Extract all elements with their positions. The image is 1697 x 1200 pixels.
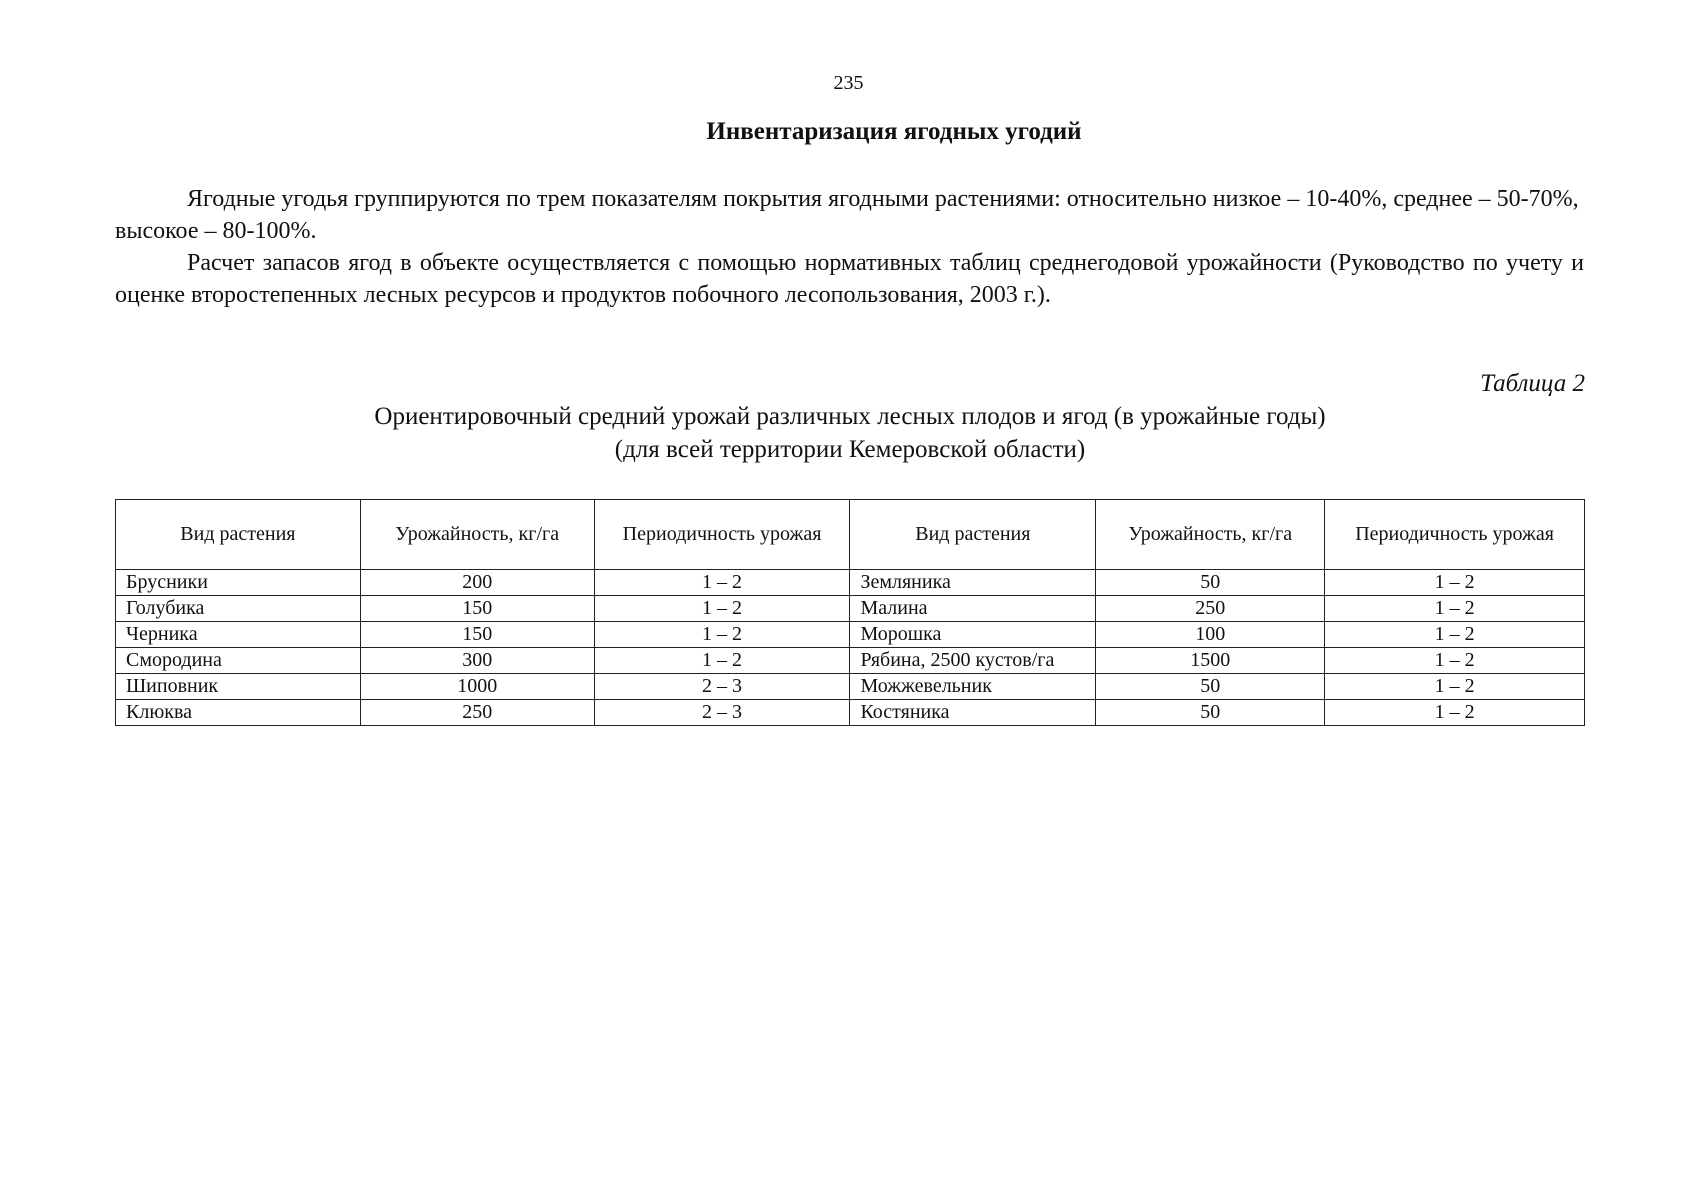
plant-name: Морошка — [850, 622, 1096, 648]
periodicity-value: 1 – 2 — [594, 570, 850, 596]
periodicity-value: 1 – 2 — [1325, 674, 1585, 700]
table-title-line-1: Ориентировочный средний урожай различных лесных плодов и ягод (в урожайные годы) — [374, 403, 1326, 430]
periodicity-value: 1 – 2 — [1325, 570, 1585, 596]
header-periodicity-right: Периодичность урожая — [1325, 500, 1585, 570]
table-title — [0, 400, 1697, 466]
table-row — [116, 622, 1585, 648]
periodicity-value: 1 – 2 — [1325, 622, 1585, 648]
yield-value: 150 — [360, 596, 594, 622]
yield-value: 50 — [1096, 570, 1325, 596]
table-title-line-2: (для всей территории Кемеровской области) — [614, 436, 1086, 463]
yield-value: 250 — [1096, 596, 1325, 622]
table-row — [116, 570, 1585, 596]
yield-value: 1000 — [360, 674, 594, 700]
table-row — [116, 648, 1585, 674]
yield-value: 1500 — [1096, 648, 1325, 674]
plant-name: Брусники — [116, 570, 361, 596]
yield-table — [115, 499, 1585, 726]
periodicity-value: 2 – 3 — [594, 674, 850, 700]
yield-value: 50 — [1096, 674, 1325, 700]
header-yield-right: Урожайность, кг/га — [1096, 500, 1325, 570]
plant-name: Костяника — [850, 700, 1096, 726]
section-heading: Инвентаризация ягодных угодий — [706, 118, 1082, 145]
header-plant-right: Вид растения — [850, 500, 1096, 570]
header-yield-left: Урожайность, кг/га — [360, 500, 594, 570]
periodicity-value: 1 – 2 — [594, 622, 850, 648]
plant-name: Голубика — [116, 596, 361, 622]
table-row — [116, 596, 1585, 622]
plant-name: Малина — [850, 596, 1096, 622]
plant-name: Черника — [116, 622, 361, 648]
paragraph-calculation-text: Расчет запасов ягод в объекте осуществляется с помощью нормативных таблиц среднегодовой урожайности (Руководство по учету и оценке второстепенных лесных ресурсов и продуктов побочного лесопользования, 2003 г.). — [115, 250, 1584, 308]
paragraph-coverage-text: Ягодные угодья группируются по трем показателям покрытия ягодными растениями: относительно низкое – 10-40%, среднее – 50-70%, высокое – 80-100%. — [115, 186, 1579, 244]
periodicity-value: 2 – 3 — [594, 700, 850, 726]
header-plant-left: Вид растения — [116, 500, 361, 570]
yield-value: 200 — [360, 570, 594, 596]
periodicity-value: 1 – 2 — [1325, 700, 1585, 726]
table-header-row — [116, 500, 1585, 570]
plant-name: Можжевельник — [850, 674, 1096, 700]
table-label: Таблица 2 — [1480, 370, 1585, 397]
plant-name: Шиповник — [116, 674, 361, 700]
yield-value: 300 — [360, 648, 594, 674]
periodicity-value: 1 – 2 — [594, 648, 850, 674]
page-number: 235 — [833, 72, 864, 94]
paragraph-calculation — [115, 247, 1584, 311]
yield-value: 100 — [1096, 622, 1325, 648]
periodicity-value: 1 – 2 — [594, 596, 850, 622]
paragraph-coverage — [115, 183, 1584, 247]
periodicity-value: 1 – 2 — [1325, 648, 1585, 674]
header-periodicity-left: Периодичность урожая — [594, 500, 850, 570]
periodicity-value: 1 – 2 — [1325, 596, 1585, 622]
yield-value: 150 — [360, 622, 594, 648]
table-row — [116, 674, 1585, 700]
plant-name: Клюква — [116, 700, 361, 726]
yield-value: 50 — [1096, 700, 1325, 726]
plant-name: Смородина — [116, 648, 361, 674]
table-row — [116, 700, 1585, 726]
yield-value: 250 — [360, 700, 594, 726]
plant-name: Земляника — [850, 570, 1096, 596]
plant-name: Рябина, 2500 кустов/га — [850, 648, 1096, 674]
